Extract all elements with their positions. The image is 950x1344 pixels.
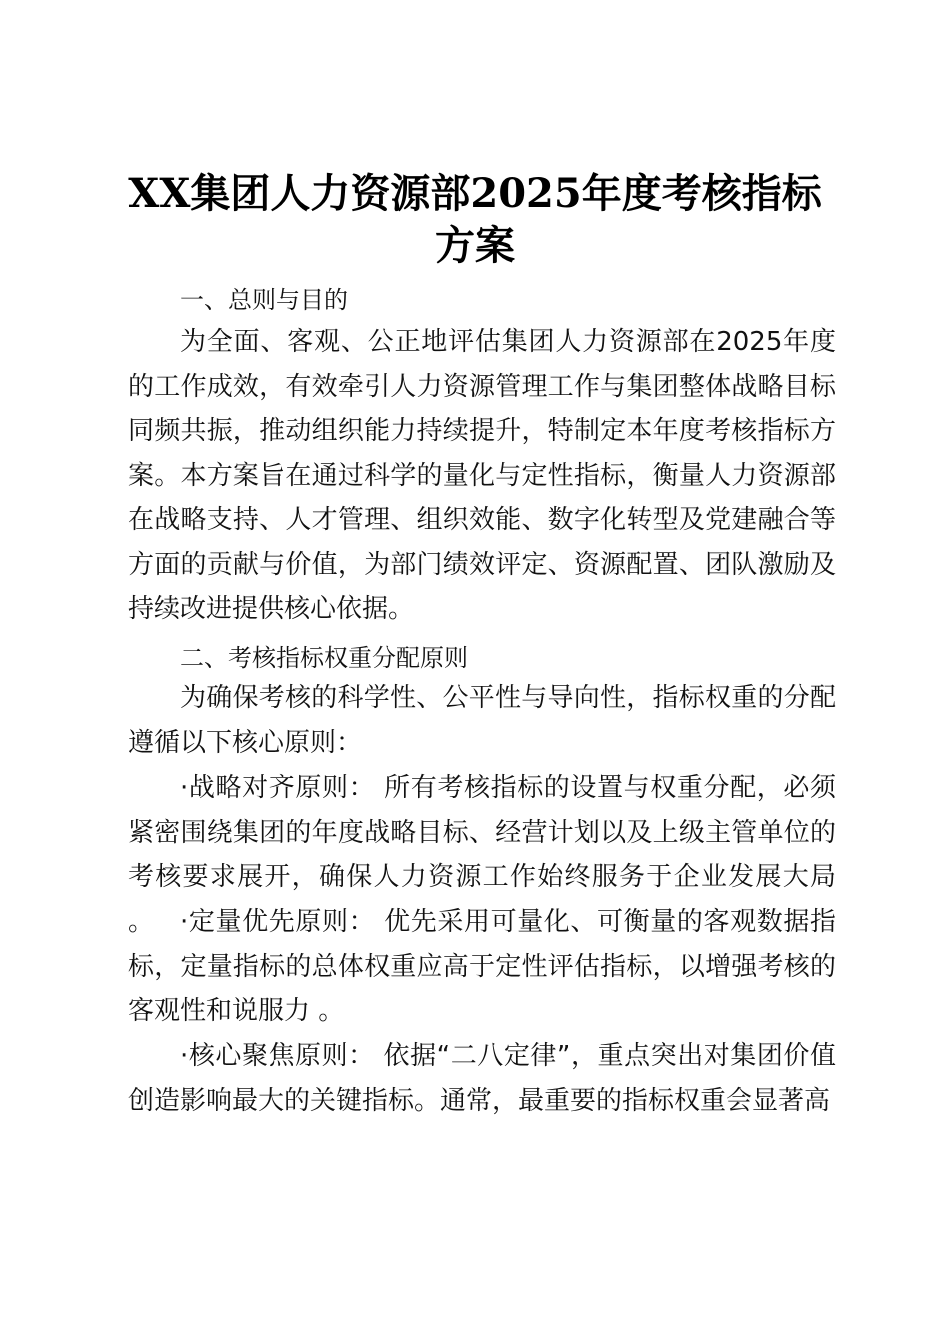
section-2-intro: 为确保考核的科学性、公平性与导向性，指标权重的分配遵循以下核心原则：	[128, 683, 836, 758]
title-line-1: XX集团人力资源部2025年度考核指标	[128, 170, 822, 217]
section-2-heading: 二、考核指标权重分配原则	[180, 644, 468, 672]
section-1-heading: 一、总则与目的	[180, 286, 348, 314]
section-1-paragraph: 为全面、客观、公正地评估集团人力资源部在2025年度的工作成效，有效牵引人力资源管理工作与集团整体战略目标同频共振，推动组织能力持续提升，特制定本年度考核指标方案。本方案旨在通过科学的量化与定性指标，衡量人力资源部在战略支持、人才管理、组织效能、数字化转型及党建融合等方面的贡献与价值，为部门绩效评定、资源配置、团队激励及持续改进提供核心依据。	[128, 327, 836, 624]
principle-strategic-alignment: ·战略对齐原则： 所有考核指标的设置与权重分配，必须紧密围绕集团的年度战略目标、经营计划以及上级主管单位的考核要求展开，确保人力资源工作始终服务于企业发展大局 。	[128, 773, 836, 937]
title-line-2: 方案	[435, 222, 515, 269]
document-title	[100, 168, 850, 272]
principle-quantitative-priority: ·定量优先原则： 优先采用可量化、可衡量的客观数据指标，定量指标的总体权重应高于定性评估指标，以增强考核的客观性和说服力 。	[128, 907, 836, 1026]
principle-core-focus: ·核心聚焦原则： 依据“二八定律”，重点突出对集团价值创造影响最大的关键指标。通常，最重要的指标权重会显著高	[128, 1041, 836, 1116]
